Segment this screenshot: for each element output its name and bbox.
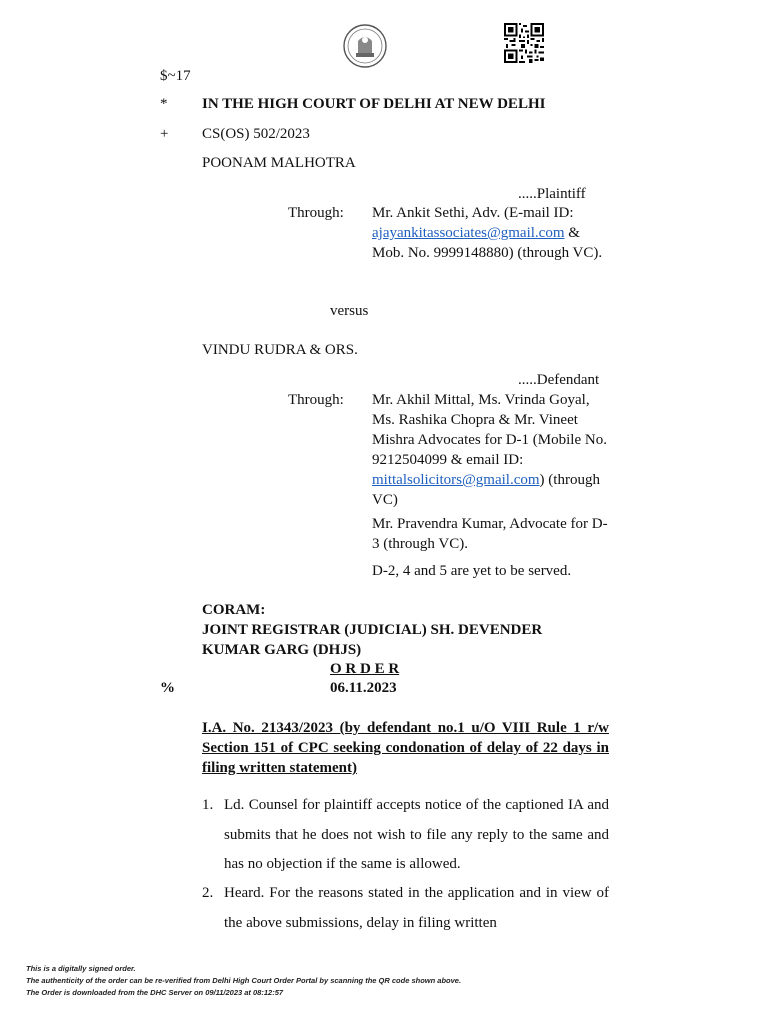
coram-line-2: KUMAR GARG (DHJS) [202, 642, 362, 658]
plaintiff-counsel: Mr. Ankit Sethi, Adv. (E-mail ID: ajayankitassociates@gmail.com & Mob. No. 9999148880) (through VC). [372, 205, 603, 261]
paragraph-number: 1. [202, 797, 214, 813]
service-note: D-2, 4 and 5 are yet to be served. [372, 563, 572, 579]
paragraph-1 [202, 791, 609, 880]
coram-line-1: JOINT REGISTRAR (JUDICIAL) SH. DEVENDER [202, 622, 543, 638]
plaintiff-role: .....Plaintiff [518, 186, 586, 202]
defendant-name: VINDU RUDRA & ORS. [202, 342, 358, 358]
plaintiff-name: POONAM MALHOTRA [202, 155, 356, 171]
paragraph-2 [202, 879, 609, 938]
star-marker: * [160, 96, 168, 112]
case-number: CS(OS) 502/2023 [202, 126, 310, 142]
ia-heading: I.A. No. 21343/2023 (by defendant no.1 u/O VIII Rule 1 r/w Section 151 of CPC seeking condonation of delay of 22 days in filing written statement) [202, 720, 609, 776]
order-title: O R D E R [330, 661, 400, 677]
signature-footer [26, 963, 461, 999]
defendant-counsel-2: Mr. Pravendra Kumar, Advocate for D-3 (through VC). [372, 516, 608, 552]
plaintiff-through-label: Through: [288, 205, 344, 221]
footer-line-1: This is a digitally signed order. [26, 964, 136, 973]
footer-line-3: The Order is downloaded from the DHC Server on 09/11/2023 at 08:12:57 [26, 988, 284, 997]
court-emblem-icon [342, 23, 388, 69]
defendant-role: .....Defendant [518, 372, 600, 388]
defendant-email-link[interactable]: mittalsolicitors@gmail.com [372, 472, 540, 488]
percent-marker: % [160, 680, 175, 696]
defendant-through-label: Through: [288, 392, 344, 408]
item-number: $~17 [160, 68, 191, 84]
paragraph-text: Ld. Counsel for plaintiff accepts notice of the captioned IA and submits that he does not wish to file any reply to the same and has no objection if the same is allowed. [224, 797, 609, 872]
court-title: IN THE HIGH COURT OF DELHI AT NEW DELHI [202, 96, 546, 112]
versus-label: versus [330, 303, 369, 319]
defendant-counsel-1: Mr. Akhil Mittal, Ms. Vrinda Goyal, Ms. Rashika Chopra & Mr. Vineet Mishra Advocates for D-1 (Mobile No. 9212504099 & email ID: mittalsolicitors@gmail.com) (through VC) [372, 392, 607, 508]
footer-line-2: The authenticity of the order can be re-verified from Delhi High Court Order Portal by scanning the QR code shown above. [26, 976, 462, 985]
plus-marker: + [160, 126, 169, 142]
coram-label: CORAM: [202, 602, 266, 618]
paragraph-text: Heard. For the reasons stated in the application and in view of the above submissions, delay in filing written [224, 885, 609, 931]
qr-code-icon [504, 23, 544, 63]
order-date: 06.11.2023 [330, 680, 397, 696]
paragraph-number: 2. [202, 885, 214, 901]
plaintiff-email-link[interactable]: ajayankitassociates@gmail.com [372, 225, 565, 241]
